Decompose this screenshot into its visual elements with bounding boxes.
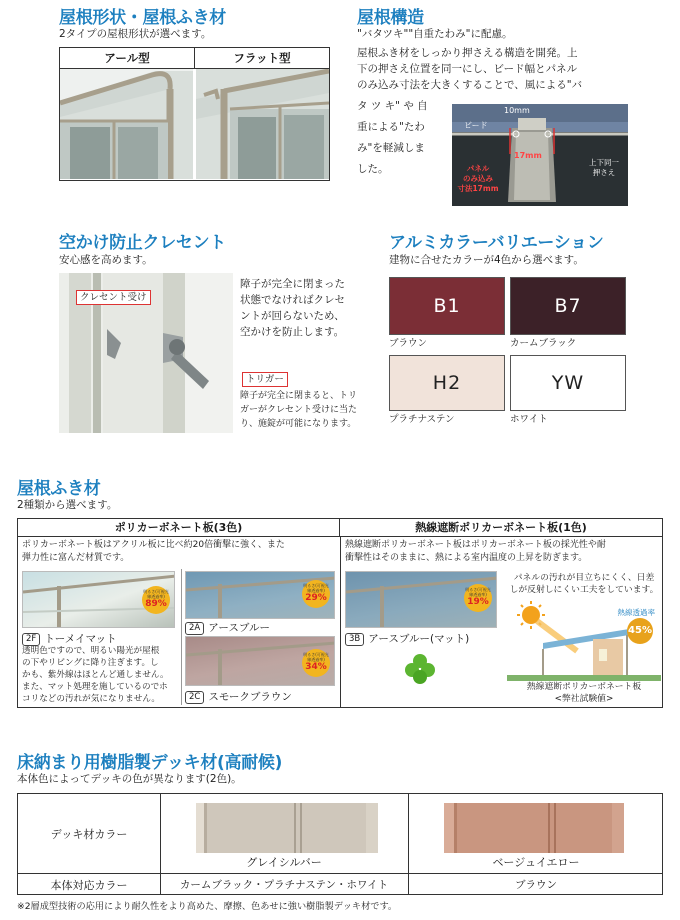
color-name-h2: プラチナステン: [389, 414, 455, 425]
body-line: した。: [357, 163, 389, 175]
deck-subtitle: 本体色によってデッキの色が異なります(2色)。: [17, 773, 242, 785]
note-line: パネルの汚れが目立ちにくく、日差: [513, 573, 655, 583]
roof-structure-diagram: [452, 104, 628, 206]
ray-percent-badge: 45%: [627, 618, 653, 644]
ray-label: 熱線透過率: [617, 608, 655, 617]
note-line: の下やリビングに降り注ぎます。し: [22, 658, 159, 668]
roof-structure-body: [357, 45, 647, 93]
panel-insert-note: [456, 164, 500, 194]
deck-name-beige-yellow: ベージュイエロー: [492, 856, 580, 869]
item-name: アースブルー: [208, 622, 270, 634]
desc-line: 弾力性に富んだ材質です。: [22, 553, 130, 563]
note-line: ガーがクレセント受けに当た: [240, 405, 358, 415]
desc-line: 障子が完全に閉まった: [240, 278, 345, 290]
dim-top-label: 10mm: [504, 106, 530, 115]
badge-2f: [142, 586, 170, 614]
body-line: 下の押さえ位置を同一にし、ビード幅とパネル: [357, 63, 578, 75]
color-code: B1: [433, 295, 461, 317]
desc-line: ポリカーボネート板はアクリル板に比べ約20倍衝撃に強く、また: [22, 540, 285, 550]
roof-material-table: [17, 518, 663, 708]
note-line: しが反射しにくい工夫をしています。: [509, 585, 659, 595]
dirt-note: [507, 572, 661, 596]
deck-body-row-label: 本体対応カラー: [50, 878, 128, 892]
item-name: スモークブラウン: [208, 691, 292, 703]
heat-shield-desc: [345, 539, 661, 565]
flat-roof-photo: [193, 69, 329, 179]
item-code: 2A: [185, 622, 204, 635]
roof-shape-subtitle: 2タイプの屋根形状が選べます。: [59, 28, 212, 40]
caption-line: 熱線遮断ポリカーボネート板: [526, 682, 642, 692]
clover-icon: [403, 652, 437, 689]
body-line: 重による"たわ: [357, 121, 425, 133]
note-line: 寸法17mm: [457, 184, 499, 193]
color-code: YW: [551, 372, 585, 394]
note-line: パネル: [466, 164, 490, 173]
color-swatch-yw[interactable]: [510, 355, 626, 411]
desc-line: 状態でなければクレセ: [240, 294, 345, 306]
badge-percent: 34%: [305, 662, 327, 672]
crescent-note: [240, 389, 375, 431]
deck-title: 床納まり用樹脂製デッキ材(高耐候): [17, 753, 283, 773]
color-swatch-h2[interactable]: [389, 355, 505, 411]
item-3b: [345, 631, 469, 646]
deck-footnote: ※2層成型技術の応用により耐久性をより高めた、摩擦、色あせに強い樹脂製デッキ材です。: [17, 901, 398, 912]
badge-label: 明るさ(可視光線透過率): [303, 652, 329, 662]
round-roof-photo: [60, 69, 193, 179]
note-line: かも、紫外線はほとんど通しません。: [22, 670, 169, 680]
crescent-receiver-label: クレセント受け: [76, 290, 151, 305]
dim-side-label: 17mm: [514, 151, 542, 160]
trigger-label: トリガー: [242, 372, 288, 387]
badge-percent: 29%: [305, 593, 327, 603]
item-name: トーメイマット: [44, 633, 117, 645]
desc-line: 空かけを防止します。: [240, 326, 345, 338]
item-2c: [185, 689, 292, 704]
tomei-matte-photo: [22, 571, 175, 628]
item-code: 3B: [345, 633, 364, 646]
deck-name-grey-silver: グレイシルバー: [246, 856, 322, 869]
color-swatch-b1[interactable]: [389, 277, 505, 335]
roof-material-subtitle: 2種類から選べます。: [17, 499, 118, 511]
heat-ray-illustration: [507, 599, 661, 681]
deck-table: [17, 793, 663, 895]
desc-line: ントが回らないため、: [240, 310, 345, 322]
badge-2a: [302, 580, 330, 608]
crescent-title: 空かけ防止クレセント: [59, 233, 226, 253]
item-name: アースブルー(マット): [368, 633, 470, 645]
color-name-b7: カームブラック: [510, 338, 577, 349]
roof-structure-title: 屋根構造: [357, 8, 424, 28]
item-2f: [22, 631, 117, 646]
deck-color-row-label: デッキ材カラー: [50, 827, 128, 841]
badge-label: 明るさ(可視光線透過率): [303, 583, 329, 593]
caption-line: <弊社試験値>: [554, 694, 614, 704]
badge-label: 明るさ(可視光線透過率): [143, 589, 169, 599]
item-code: 2F: [22, 633, 40, 646]
badge-label: 明るさ(可視光線透過率): [465, 587, 491, 597]
roof-type-round: アール型: [104, 51, 150, 65]
badge-3b: [464, 584, 492, 612]
badge-percent: 89%: [145, 599, 167, 609]
alu-colors-title: アルミカラーバリエーション: [389, 233, 604, 253]
heat-shield-header: 熱線遮断ポリカーボネート板(1色): [415, 521, 587, 534]
deck-body-colors-beige-yellow: ブラウン: [515, 879, 557, 891]
item-2a: [185, 620, 270, 635]
deck-swatch-beige-yellow[interactable]: [444, 803, 624, 853]
deck-body-colors-grey-silver: カームブラック・プラチナステン・ホワイト: [179, 879, 389, 891]
roof-shape-title: 屋根形状・屋根ふき材: [59, 8, 226, 28]
note-line: 障子が完全に閉まると、トリ: [240, 391, 358, 401]
desc-line: 熱線遮断ポリカーボネート板はポリカーボネート板の採光性や耐: [345, 540, 606, 550]
roof-structure-body-narrow: [357, 96, 443, 180]
polycarbonate-header: ポリカーボネート板(3色): [18, 519, 340, 536]
color-name-yw: ホワイト: [510, 414, 548, 425]
badge-percent: 19%: [467, 597, 489, 607]
color-code: H2: [432, 372, 462, 394]
crescent-description: [240, 276, 375, 340]
body-line: のみ込み寸法を大きくすることで、風による"バ: [357, 79, 583, 91]
note-line: コリなどの汚れが気になりません。: [22, 694, 161, 704]
body-line: み"を軽減しま: [357, 142, 425, 154]
body-line: タ ツ キ" や 自: [357, 100, 428, 112]
smoke-brown-photo: [185, 636, 335, 686]
roof-type-flat: フラット型: [194, 48, 329, 68]
note-line: 上下同一: [589, 158, 619, 167]
note-line: のみ込み: [463, 174, 493, 183]
deck-swatch-grey-silver[interactable]: [196, 803, 378, 853]
bead-label: ビード: [464, 121, 488, 130]
note-line: 押さえ: [592, 168, 616, 177]
body-line: 屋根ふき材をしっかり押さえる構造を開発。上: [357, 47, 578, 59]
badge-2c: [302, 649, 330, 677]
color-swatch-b7[interactable]: [510, 277, 626, 335]
earth-blue-matte-photo: [345, 571, 497, 628]
heat-shield-caption: [507, 681, 661, 705]
color-code: B7: [554, 295, 582, 317]
inner-divider: [181, 569, 182, 705]
note-line: 透明色ですので、明るい陽光が屋根: [22, 646, 160, 656]
alu-colors-subtitle: 建物に合せたカラーが4色から選べます。: [389, 254, 584, 266]
roof-structure-lead: "バタツキ""自重たわみ"に配慮。: [357, 28, 513, 40]
earth-blue-photo: [185, 571, 335, 619]
desc-line: 衝撃性はそのままに、熱による室内温度の上昇を防ぎます。: [345, 553, 588, 563]
roof-material-title: 屋根ふき材: [17, 479, 101, 499]
note-line: り、施錠が可能になります。: [240, 419, 357, 429]
tomei-matte-note: [22, 645, 182, 705]
item-code: 2C: [185, 691, 204, 704]
roof-shape-table: [59, 47, 330, 181]
polycarbonate-desc: [22, 539, 338, 565]
column-divider: [340, 537, 341, 707]
same-position-note: [584, 158, 624, 178]
color-name-b1: ブラウン: [389, 338, 428, 349]
crescent-subtitle: 安心感を高めます。: [59, 254, 153, 266]
note-line: また、マット処理を施しているのでホ: [22, 682, 168, 692]
